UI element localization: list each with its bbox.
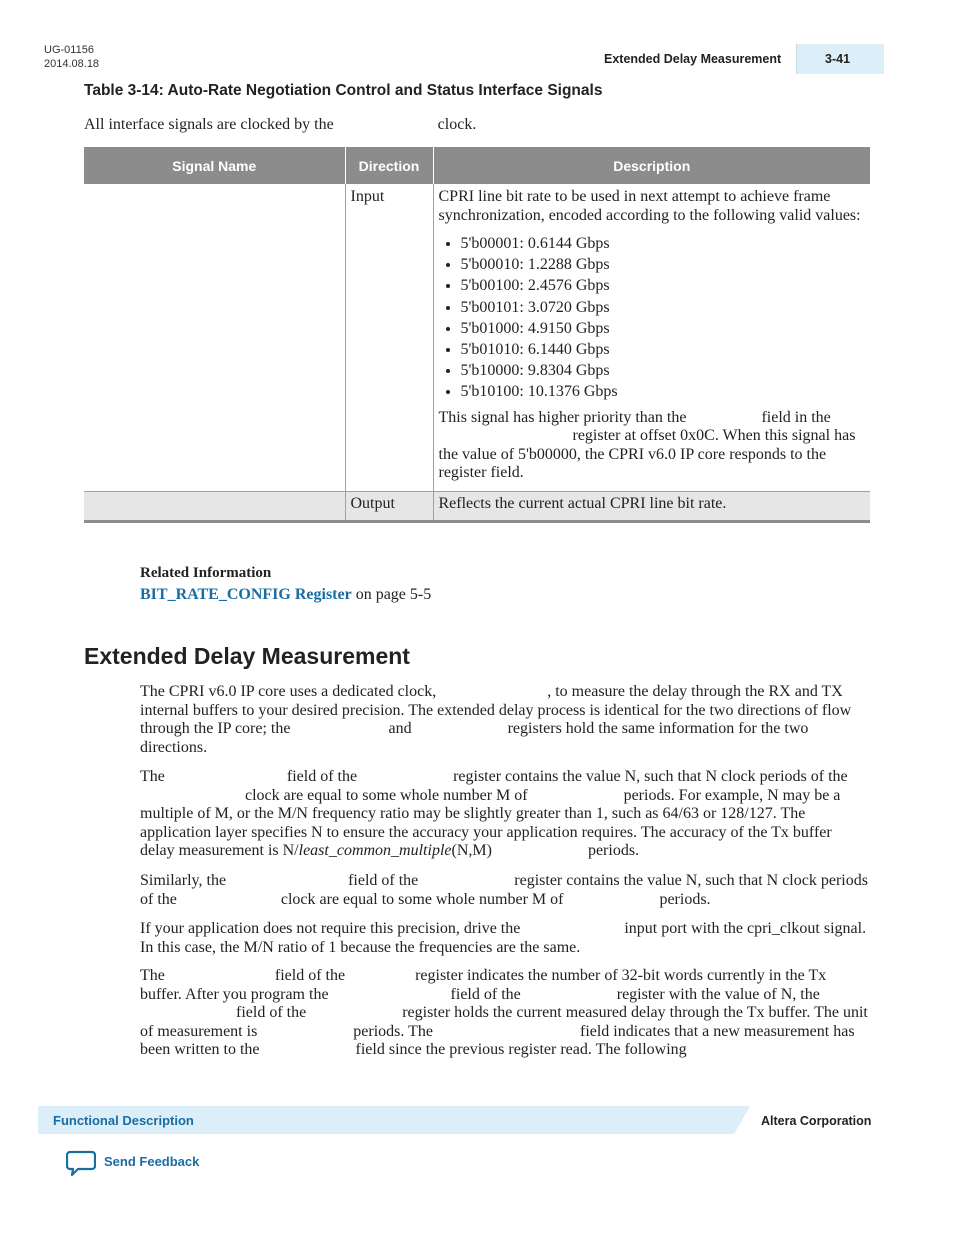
section-heading: Extended Delay Measurement <box>84 643 410 669</box>
list-item: • 5'b00100: 2.4576 Gbps <box>461 275 865 296</box>
footer-company: Altera Corporation <box>761 1114 872 1128</box>
footer-chapter-title: Functional Description <box>53 1113 194 1128</box>
col-header-signal-name: Signal Name <box>84 147 345 184</box>
page-number: 3-41 <box>797 44 884 74</box>
cell-description <box>433 184 870 491</box>
col-header-direction: Direction <box>345 147 433 184</box>
paragraph-5: The field of the register indicates the number of 32-bit words currently in the Tx buffer. After you program the field of the register with the value of N, thefield of the register holds the current measured delay through the Tx buffer. The unit of measurement is periods. The field indicates that a new measurement has been written to the field since the previous register read. The following <box>140 967 868 1059</box>
list-item: • 5'b10100: 10.1376 Gbps <box>461 381 865 402</box>
send-feedback-button[interactable] <box>66 1150 96 1183</box>
paragraph-2: The field of the register contains the value N, such that N clock periods of theclock are equal to some whole number M of periods. For example, N may be a multiple of M, or the M/N frequency ratio may be slightly greater than 1, such as 64/63 or 128/127. The application layer specifies N to ensure the accuracy your application requires. The accuracy of the Tx buffer delay measurement is N/least_common_multiple(N,M) periods. <box>140 768 848 860</box>
running-section-title: Extended Delay Measurement <box>604 52 782 66</box>
priority-note: This signal has higher priority than the field in theregister at offset 0x0C. When this signal has the value of 5'b00000, the CPRI v6.0 IP core responds to the register field. <box>438 408 856 482</box>
cell-description: Reflects the current actual CPRI line bit rate. <box>433 491 870 522</box>
list-item: • 5'b01010: 6.1440 Gbps <box>461 339 865 360</box>
doc-meta <box>44 43 99 71</box>
cell-direction: Output <box>345 491 433 522</box>
col-header-description: Description <box>433 147 870 184</box>
table-caption: Table 3-14: Auto-Rate Negotiation Control and Status Interface Signals <box>84 82 603 99</box>
cell-signal <box>84 491 345 522</box>
paragraph-3: Similarly, the field of the register contains the value N, such that N clock periods of the clock are equal to some whole number M of periods. <box>140 872 868 908</box>
send-feedback-label[interactable]: Send Feedback <box>104 1154 200 1169</box>
table-header-row <box>84 147 870 184</box>
bit-rate-list <box>439 233 865 403</box>
cell-signal <box>84 184 345 491</box>
paragraph-4: If your application does not require this precision, drive the input port with the cpri_clkout signal. In this case, the M/N ratio of 1 because the frequencies are the same. <box>140 920 867 956</box>
speech-bubble-icon <box>66 1150 96 1178</box>
paragraph-1: The CPRI v6.0 IP core uses a dedicated clock, , to measure the delay through the RX and TX internal buffers to your desired precision. The extended delay process is identical for the two directions of flow through the IP core; the and registers hold the same information for the two directions. <box>140 683 852 756</box>
related-info-line <box>140 586 431 604</box>
list-item: • 5'b01000: 4.9150 Gbps <box>461 318 865 339</box>
signals-table <box>84 147 870 523</box>
list-item: • 5'b00010: 1.2288 Gbps <box>461 254 865 275</box>
table-row <box>84 184 870 491</box>
doc-date: 2014.08.18 <box>44 58 100 70</box>
bit-rate-config-link[interactable]: BIT_RATE_CONFIG Register <box>140 586 352 603</box>
related-link-suffix: on page 5-5 <box>355 586 432 603</box>
list-item: • 5'b00001: 0.6144 Gbps <box>461 233 865 254</box>
description-intro: CPRI line bit rate to be used in next attempt to achieve frame synchronization, encoded according to the following valid values: <box>438 188 861 224</box>
related-info-heading: Related Information <box>140 565 272 581</box>
table-note: All interface signals are clocked by the clock. <box>84 116 477 133</box>
list-item: • 5'b10000: 9.8304 Gbps <box>461 360 865 381</box>
doc-id: UG-01156 <box>44 44 94 56</box>
table-row <box>84 491 870 522</box>
cell-direction: Input <box>345 184 433 491</box>
list-item: • 5'b00101: 3.0720 Gbps <box>461 297 865 318</box>
